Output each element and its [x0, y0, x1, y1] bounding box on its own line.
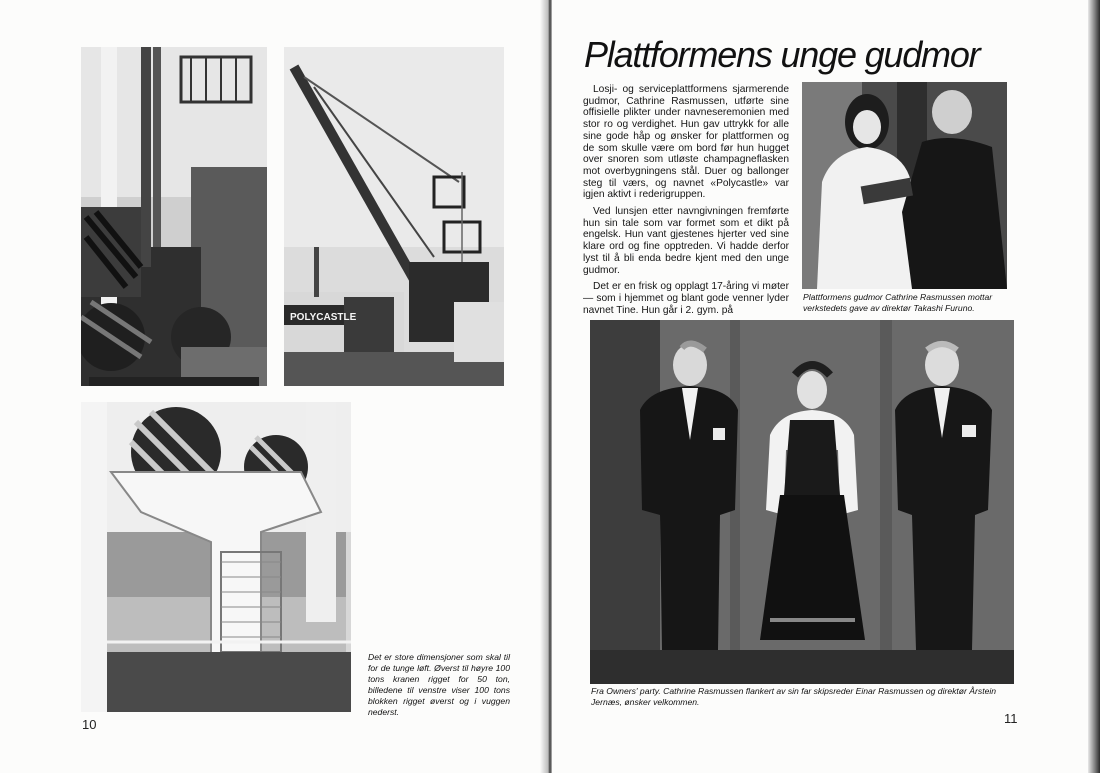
page-number-left: 10: [82, 717, 97, 732]
article-body: [583, 84, 789, 316]
article-paragraph-3: Det er en frisk og opplagt 17-åring vi møter — som i hjemmet og blant gode venner lyder navnet Tine. Hun går i 2. gym. på: [583, 281, 789, 316]
gift-photo-caption: Plattformens gudmor Cathrine Rasmussen mottar verkstedets gave av direktør Takashi Furuno.: [803, 292, 993, 313]
photo-crane-polycastle: [284, 47, 504, 386]
left-page-caption: Det er store dimensjoner som skal til for de tunge løft. Øverst til høyre 100 tons kranen rigget for 50 ton, billedene til venstre viser 100 tons blokken rigget øverst og i vuggen nederst.: [368, 652, 510, 717]
article-paragraph-1: Losji- og serviceplattformens sjarmerende gudmor, Cathrine Rasmussen, utførte sine offisielle plikter under navneseremonien med stor ro og verdighet. Hun gav uttrykk for alle sine gode håp og ønsker for plattformen og de som skulle være om bord før hun hugget over snoren som utløste champagneflasken mot overbygningens stål. Duer og ballonger steg til værs, og navnet «Polycastle» var igjen aktivt i rederigruppen.: [583, 84, 789, 201]
party-photo-caption: Fra Owners' party. Cathrine Rasmussen flankert av sin far skipsreder Einar Rasmussen og direktør Årstein Jernæs, ønsker velkommen.: [591, 686, 997, 707]
article-title: Plattformens unge gudmor: [584, 34, 980, 75]
page-number-right: 11: [1004, 711, 1018, 726]
left-page: [0, 0, 548, 773]
photo-crane-block-top: [81, 47, 267, 386]
photo-godmother-receiving-gift: [802, 82, 1007, 289]
page-edge-shadow: [1088, 0, 1100, 773]
photo-block-in-cradle: [81, 402, 351, 712]
polycastle-sign: POLYCASTLE: [290, 312, 357, 323]
photo-owners-party: [590, 320, 1014, 684]
article-paragraph-2: Ved lunsjen etter navngivningen fremførte hun sin tale som var formet som et dikt på engelsk. Hun vant gjestenes hjerter ved sine klare ord og fine opptreden. Vi hadde derfor lyst til å bli enda bedre kjent med den unge gudmor.: [583, 206, 789, 276]
